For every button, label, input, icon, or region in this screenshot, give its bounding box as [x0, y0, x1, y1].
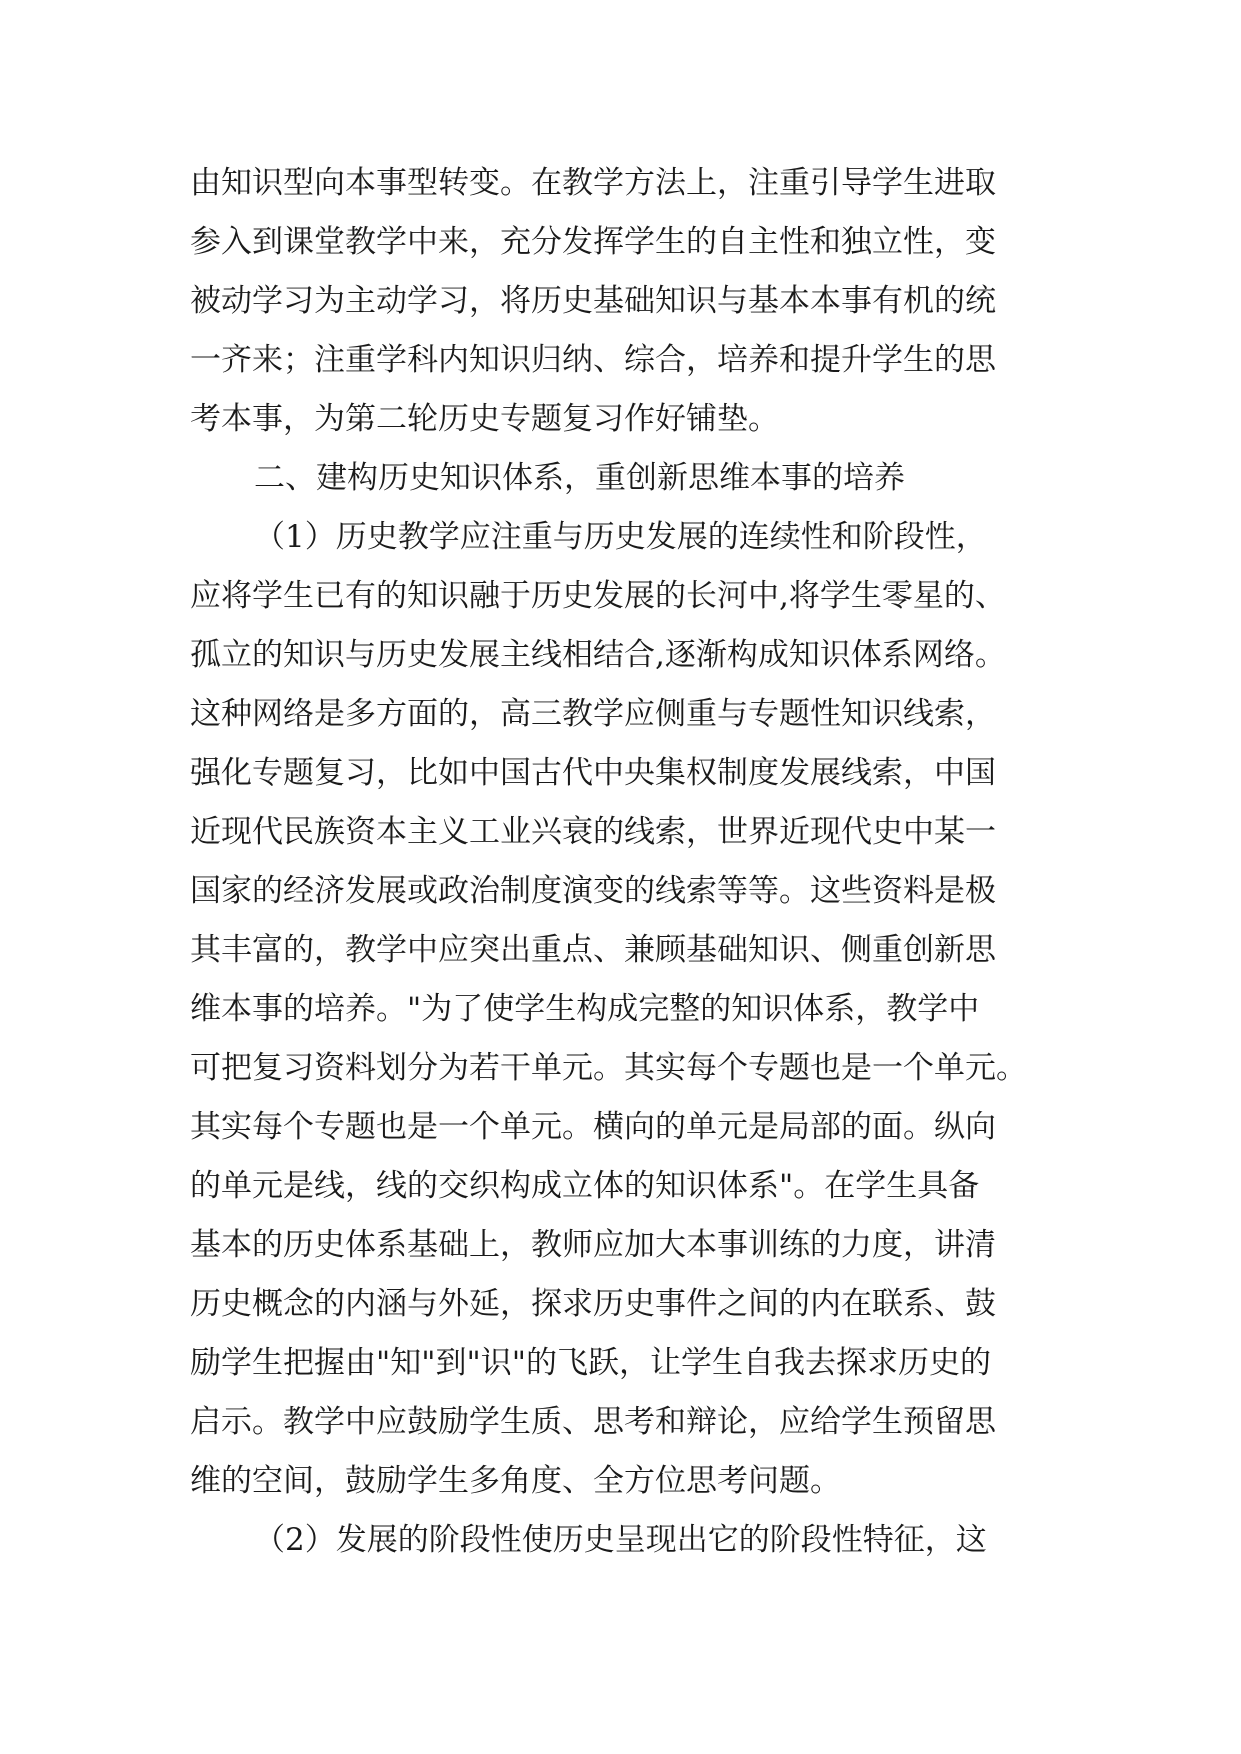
paragraph-line: 参入到课堂教学中来，充分发挥学生的自主性和独立性，变: [190, 224, 996, 260]
paragraph-line: 维本事的培养。"为了使学生构成完整的知识体系，教学中: [190, 991, 980, 1027]
paragraph-line: 考本事，为第二轮历史专题复习作好铺垫。: [190, 401, 779, 437]
paragraph-line: 应将学生已有的知识融于历史发展的长河中,将学生零星的、: [190, 578, 1006, 614]
paragraph-line: 这种网络是多方面的，高三教学应侧重与专题性知识线索，: [190, 696, 996, 732]
paragraph-line: 启示。教学中应鼓励学生质、思考和辩论，应给学生预留思: [190, 1404, 996, 1440]
paragraph-line: 基本的历史体系基础上，教师应加大本事训练的力度，讲清: [190, 1227, 996, 1263]
paragraph-line: 其丰富的，教学中应突出重点、兼顾基础知识、侧重创新思: [190, 932, 996, 968]
paragraph-line: （2）发展的阶段性使历史呈现出它的阶段性特征，这: [254, 1522, 987, 1558]
paragraph-line: 历史概念的内涵与外延，探求历史事件之间的内在联系、鼓: [190, 1286, 996, 1322]
paragraph-line: 由知识型向本事型转变。在教学方法上，注重引导学生进取: [190, 165, 996, 201]
paragraph-line: （1）历史教学应注重与历史发展的连续性和阶段性，: [254, 519, 987, 555]
paragraph-line: 其实每个专题也是一个单元。横向的单元是局部的面。纵向: [190, 1109, 996, 1145]
paragraph-line: 近现代民族资本主义工业兴衰的线索，世界近现代史中某一: [190, 814, 996, 850]
paragraph-line: 国家的经济发展或政治制度演变的线索等等。这些资料是极: [190, 873, 996, 909]
paragraph-line: 维的空间，鼓励学生多角度、全方位思考问题。: [190, 1463, 841, 1499]
paragraph-line: 的单元是线，线的交织构成立体的知识体系"。在学生具备: [190, 1168, 980, 1204]
section-heading: 二、建构历史知识体系，重创新思维本事的培养: [254, 460, 905, 496]
paragraph-line: 孤立的知识与历史发展主线相结合,逐渐构成知识体系网络。: [190, 637, 1006, 673]
paragraph-line: 励学生把握由"知"到"识"的飞跃，让学生自我去探求历史的: [190, 1345, 992, 1381]
paragraph-line: 强化专题复习，比如中国古代中央集权制度发展线索，中国: [190, 755, 996, 791]
paragraph-line: 被动学习为主动学习，将历史基础知识与基本本事有机的统: [190, 283, 996, 319]
paragraph-line: 可把复习资料划分为若干单元。其实每个专题也是一个单元。: [190, 1050, 1027, 1086]
paragraph-line: 一齐来；注重学科内知识归纳、综合，培养和提升学生的思: [190, 342, 996, 378]
